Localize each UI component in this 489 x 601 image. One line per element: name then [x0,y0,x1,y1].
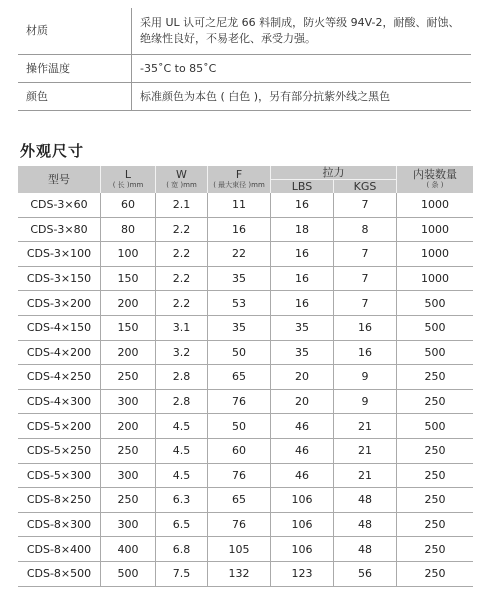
cell-tension-lbs: 35 [271,341,334,366]
table-row [18,267,473,292]
cell-model: CDS-3×60 [18,193,101,218]
table-row [18,390,473,415]
cell-quantity: 500 [397,316,473,341]
header-quantity: 内装数量 ( 条 ) [397,166,473,193]
cell-bundle-diameter: 76 [208,390,271,415]
cell-tension-kgs: 16 [334,316,397,341]
cell-model: CDS-5×200 [18,414,101,439]
table-row [18,464,473,489]
dimensions-body [18,193,473,587]
cell-quantity: 250 [397,464,473,489]
header-length: L ( 长 )mm [101,166,156,193]
cell-bundle-diameter: 35 [208,267,271,292]
cell-bundle-diameter: 11 [208,193,271,218]
table-row [18,562,473,587]
cell-tension-lbs: 16 [271,291,334,316]
table-row [18,218,473,243]
header-kgs: KGS [334,180,397,193]
table-row [18,414,473,439]
cell-quantity: 250 [397,390,473,415]
table-row [18,439,473,464]
cell-quantity: 1000 [397,193,473,218]
cell-quantity: 500 [397,341,473,366]
cell-model: CDS-8×500 [18,562,101,587]
cell-length: 150 [101,316,156,341]
table-row [18,537,473,562]
table-row [18,365,473,390]
property-row-material [18,8,471,55]
cell-model: CDS-3×150 [18,267,101,292]
cell-quantity: 1000 [397,242,473,267]
header-width: W ( 宽 )mm [156,166,208,193]
table-row [18,513,473,538]
cell-tension-lbs: 20 [271,365,334,390]
cell-bundle-diameter: 76 [208,464,271,489]
cell-quantity: 250 [397,537,473,562]
cell-length: 200 [101,291,156,316]
cell-model: CDS-8×250 [18,488,101,513]
cell-tension-kgs: 48 [334,488,397,513]
property-value: 采用 UL 认可之尼龙 66 料制成，防火等级 94V-2，耐酸、耐蚀、绝缘性良好，不易老化、承受力强。 [132,8,472,55]
header-model: 型号 [18,166,101,193]
cell-tension-lbs: 18 [271,218,334,243]
cell-length: 100 [101,242,156,267]
cell-model: CDS-5×250 [18,439,101,464]
cell-model: CDS-3×200 [18,291,101,316]
property-key: 颜色 [18,83,132,111]
cell-tension-kgs: 7 [334,193,397,218]
cell-quantity: 250 [397,488,473,513]
cell-model: CDS-5×300 [18,464,101,489]
cell-tension-lbs: 106 [271,513,334,538]
cell-bundle-diameter: 105 [208,537,271,562]
cell-model: CDS-4×250 [18,365,101,390]
property-row-color [18,83,471,111]
cell-quantity: 500 [397,291,473,316]
cell-model: CDS-4×300 [18,390,101,415]
cell-bundle-diameter: 65 [208,365,271,390]
cell-width: 2.8 [156,390,208,415]
cell-tension-lbs: 35 [271,316,334,341]
cell-tension-lbs: 106 [271,537,334,562]
cell-length: 150 [101,267,156,292]
cell-width: 2.2 [156,267,208,292]
cell-bundle-diameter: 35 [208,316,271,341]
cell-tension-kgs: 56 [334,562,397,587]
cell-bundle-diameter: 53 [208,291,271,316]
cell-width: 4.5 [156,439,208,464]
cell-model: CDS-8×400 [18,537,101,562]
cell-length: 300 [101,390,156,415]
cell-tension-lbs: 16 [271,267,334,292]
cell-tension-lbs: 123 [271,562,334,587]
cell-width: 6.3 [156,488,208,513]
cell-length: 200 [101,341,156,366]
cell-tension-lbs: 16 [271,242,334,267]
cell-quantity: 1000 [397,218,473,243]
cell-bundle-diameter: 50 [208,414,271,439]
cell-length: 300 [101,513,156,538]
cell-tension-lbs: 46 [271,464,334,489]
cell-bundle-diameter: 22 [208,242,271,267]
cell-bundle-diameter: 76 [208,513,271,538]
cell-quantity: 250 [397,562,473,587]
cell-quantity: 500 [397,414,473,439]
cell-quantity: 250 [397,439,473,464]
property-value: 标准颜色为本色 ( 白色 )，另有部分抗紫外线之黑色 [132,83,472,111]
properties-table [18,8,471,111]
cell-quantity: 1000 [397,267,473,292]
cell-length: 80 [101,218,156,243]
cell-width: 6.5 [156,513,208,538]
cell-tension-lbs: 16 [271,193,334,218]
cell-bundle-diameter: 16 [208,218,271,243]
cell-tension-lbs: 46 [271,439,334,464]
cell-length: 300 [101,464,156,489]
cell-length: 250 [101,488,156,513]
cell-width: 2.2 [156,218,208,243]
cell-tension-kgs: 21 [334,414,397,439]
cell-tension-kgs: 21 [334,464,397,489]
cell-length: 60 [101,193,156,218]
cell-width: 2.2 [156,291,208,316]
cell-model: CDS-4×150 [18,316,101,341]
cell-bundle-diameter: 60 [208,439,271,464]
cell-width: 2.2 [156,242,208,267]
table-row [18,488,473,513]
cell-width: 2.8 [156,365,208,390]
cell-tension-kgs: 48 [334,537,397,562]
table-row [18,242,473,267]
cell-tension-lbs: 46 [271,414,334,439]
property-value: -35˚C to 85˚C [132,55,472,83]
cell-tension-kgs: 7 [334,242,397,267]
property-key: 材质 [18,8,132,55]
header-tension: 拉力 [271,166,397,180]
cell-quantity: 250 [397,513,473,538]
table-row [18,341,473,366]
cell-length: 250 [101,365,156,390]
cell-tension-kgs: 7 [334,291,397,316]
header-lbs: LBS [271,180,334,193]
cell-bundle-diameter: 65 [208,488,271,513]
cell-width: 7.5 [156,562,208,587]
cell-model: CDS-4×200 [18,341,101,366]
cell-tension-lbs: 20 [271,390,334,415]
cell-width: 6.8 [156,537,208,562]
property-row-temperature [18,55,471,83]
cell-tension-kgs: 7 [334,267,397,292]
cell-width: 4.5 [156,464,208,489]
cell-tension-kgs: 9 [334,390,397,415]
dimensions-table [18,166,473,587]
cell-length: 400 [101,537,156,562]
property-key: 操作温度 [18,55,132,83]
cell-length: 500 [101,562,156,587]
cell-tension-kgs: 16 [334,341,397,366]
cell-quantity: 250 [397,365,473,390]
cell-model: CDS-8×300 [18,513,101,538]
header-bundle-diameter: F ( 最大束径 )mm [208,166,271,193]
cell-width: 4.5 [156,414,208,439]
table-row [18,316,473,341]
cell-tension-kgs: 8 [334,218,397,243]
table-row [18,193,473,218]
cell-width: 2.1 [156,193,208,218]
cell-bundle-diameter: 50 [208,341,271,366]
cell-width: 3.1 [156,316,208,341]
cell-length: 250 [101,439,156,464]
cell-model: CDS-3×80 [18,218,101,243]
cell-width: 3.2 [156,341,208,366]
cell-tension-kgs: 48 [334,513,397,538]
cell-bundle-diameter: 132 [208,562,271,587]
cell-length: 200 [101,414,156,439]
cell-model: CDS-3×100 [18,242,101,267]
cell-tension-lbs: 106 [271,488,334,513]
section-title: 外观尺寸 [20,142,85,160]
cell-tension-kgs: 9 [334,365,397,390]
cell-tension-kgs: 21 [334,439,397,464]
table-row [18,291,473,316]
